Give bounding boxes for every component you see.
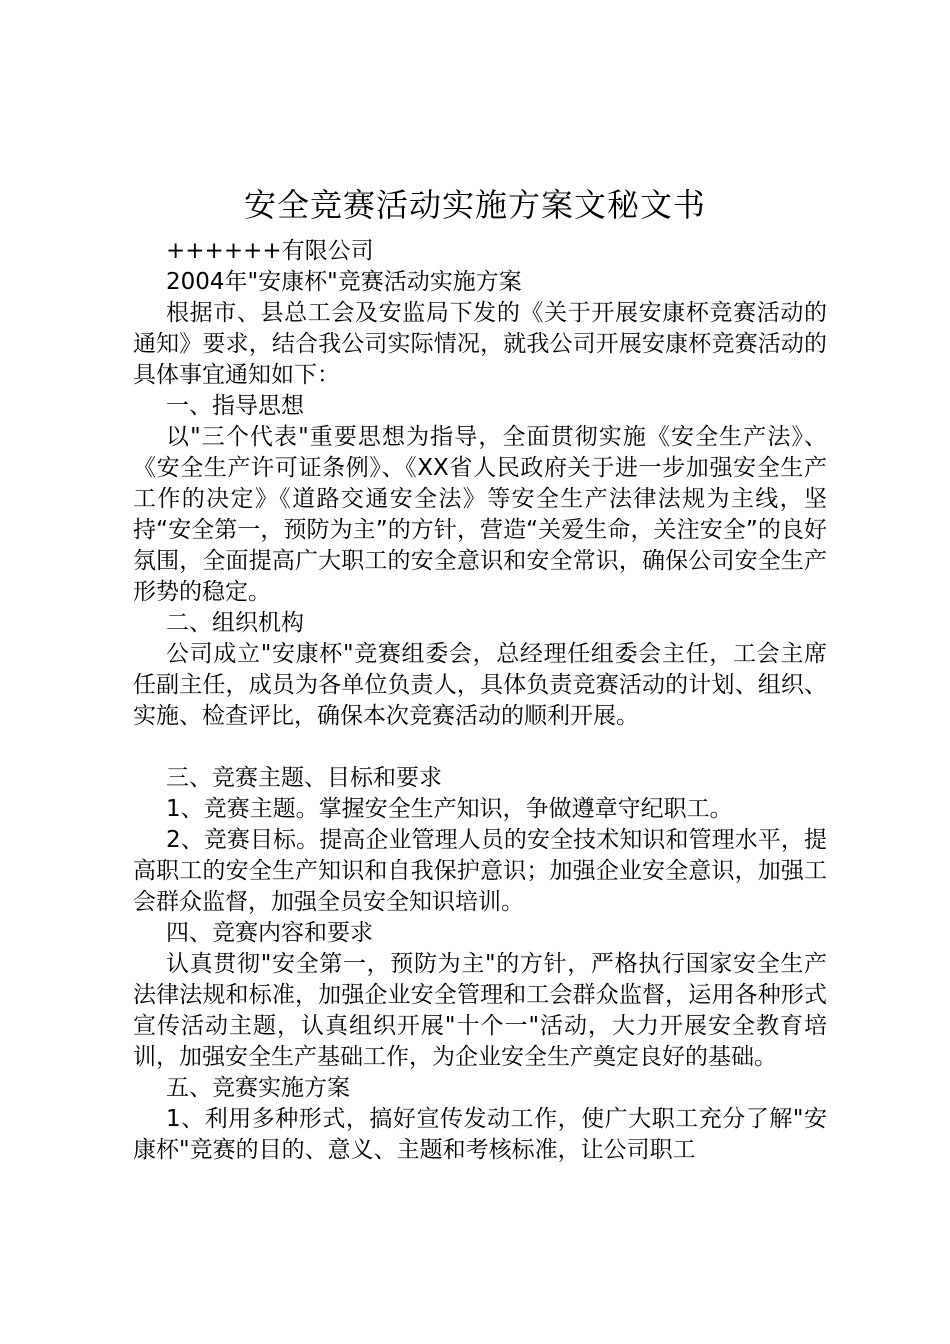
content-requirements-paragraph: 认真贯彻"安全第一，预防为主"的方针，严格执行国家安全生产法律法规和标准，加强企业安全管理和工会群众监督，运用各种形式宣传活动主题，认真组织开展"十个一"活动，大力开展安全教育培训，加强安全生产基础工作，为企业安全生产奠定良好的基础。 [133, 951, 827, 1070]
blank-line [133, 732, 827, 763]
section-heading-theme-goals: 三、竞赛主题、目标和要求 [166, 765, 442, 791]
implementation-paragraph: 1、利用多种形式，搞好宣传发动工作，使广大职工充分了解"安康杯"竞赛的目的、意义、主题和考核标准，让公司职工 [133, 1106, 827, 1163]
goals-paragraph: 2、竞赛目标。提高企业管理人员的安全技术知识和管理水平，提高职工的安全生产知识和自我保护意识；加强企业安全意识，加强工会群众监督，加强全员安全知识培训。 [133, 827, 827, 915]
section-heading-implementation: 五、竞赛实施方案 [166, 1075, 350, 1101]
intro-paragraph: 根据市、县总工会及安监局下发的《关于开展安康杯竞赛活动的通知》要求，结合我公司实际情况，就我公司开展安康杯竞赛活动的具体事宜通知如下： [133, 300, 827, 388]
plan-subtitle-line: 2004年"安康杯"竞赛活动实施方案 [166, 269, 522, 295]
section-heading-content-requirements: 四、竞赛内容和要求 [166, 920, 373, 946]
section-heading-organization: 二、组织机构 [166, 610, 304, 636]
company-name-line: ++++++有限公司 [166, 238, 374, 264]
document-body [133, 236, 827, 1166]
guiding-ideology-paragraph: 以"三个代表"重要思想为指导，全面贯彻实施《安全生产法》、《安全生产许可证条例》、《XX省人民政府关于进一步加强安全生产工作的决定》《道路交通安全法》等安全生产法律法规为主线，坚持“安全第一，预防为主”的方针，营造“关爱生命，关注安全”的良好氛围，全面提高广大职工的安全意识和安全常识，确保公司安全生产形势的稳定。 [133, 424, 827, 605]
section-heading-guiding-ideology: 一、指导思想 [166, 393, 304, 419]
document-title: 安全竞赛活动实施方案文秘文书 [243, 186, 706, 224]
organization-paragraph: 公司成立"安康杯"竞赛组委会，总经理任组委会主任，工会主席任副主任，成员为各单位负责人，具体负责竞赛活动的计划、组织、实施、检查评比，确保本次竞赛活动的顺利开展。 [133, 641, 827, 729]
theme-paragraph: 1、竞赛主题。掌握安全生产知识，争做遵章守纪职工。 [166, 796, 733, 822]
